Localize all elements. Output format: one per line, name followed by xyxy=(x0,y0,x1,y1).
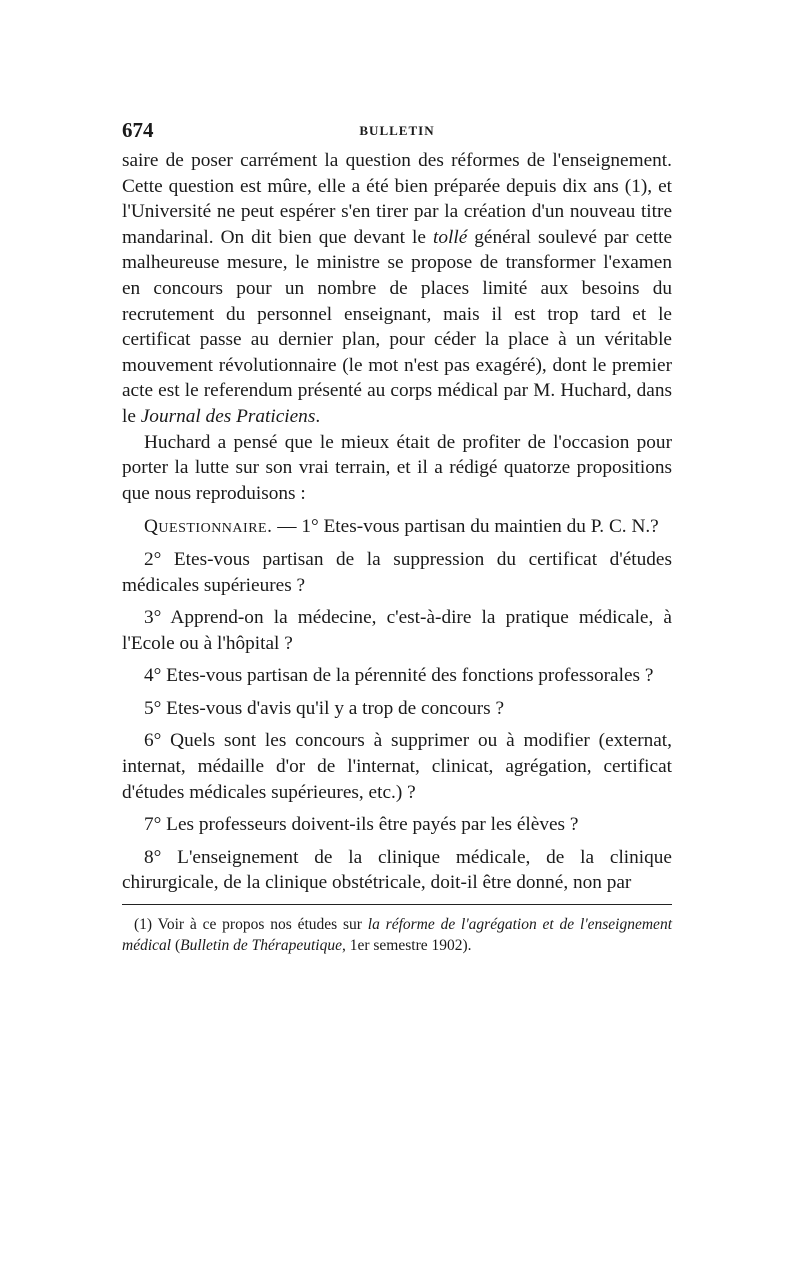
footnote-divider xyxy=(122,904,672,905)
paragraph-1-text-b: général soulevé par cette malheureuse mesure, le ministre se propose de transformer l'examen en concours pour un nombre de places limité aux besoins du recrutement du personnel enseignant, mais il est trop tard et le certificat passe au dernier plan, pour céder la place à un véritable mouvement révolutionnaire (le mot n'est pas exagéré), dont le premier acte est le referendum présenté au corps médical par M. Huchard, dans le xyxy=(122,226,672,427)
questionnaire-item-2: 2° Etes-vous partisan de la suppression du certificat d'études médicales supérieures ? xyxy=(122,548,672,596)
footnote-text xyxy=(122,914,672,956)
footnote-middle: ( xyxy=(171,937,181,954)
questionnaire-item-5: 5° Etes-vous d'avis qu'il y a trop de concours ? xyxy=(144,697,505,719)
running-title: BULLETIN xyxy=(359,123,435,138)
paragraph-2: Huchard a pensé que le mieux était de profiter de l'occasion pour porter la lutte sur son vrai terrain, et il a rédigé quatorze propositions que nous reproduisons : xyxy=(122,431,672,504)
footnote-suffix: , 1er semestre 1902). xyxy=(341,937,472,954)
questionnaire-item-text: — 1° Etes-vous partisan du maintien du P. C. N.? xyxy=(277,516,659,538)
paragraph-1-tolle: tollé xyxy=(432,226,468,248)
body-text xyxy=(122,148,672,896)
paragraph-1-journal: Journal des Praticiens xyxy=(140,405,316,427)
paragraph-1-text-a: saire de poser carrément la question des réformes de l'enseignement. Cette question est mûre, elle a été bien préparée depuis dix ans (1), et l'Université ne peut espérer s'en tirer par la création d'un nouveau titre mandarinal. On dit bien que devant le xyxy=(122,150,672,248)
questionnaire-item-1 xyxy=(122,514,672,540)
questionnaire-item-3: 3° Apprend-on la médecine, c'est-à-dire la pratique médicale, à l'Ecole ou à l'hôpital ? xyxy=(122,607,672,654)
questionnaire-heading: Questionnaire. xyxy=(144,516,273,538)
paragraph-1-end: . xyxy=(315,405,321,427)
questionnaire-item-4: 4° Etes-vous partisan de la pérennité des fonctions professorales ? xyxy=(144,665,654,687)
questionnaire-item-6: 6° Quels sont les concours à supprimer ou à modifier (externat, internat, médaille d'or de l'internat, clinicat, agrégation, certificat d'études médicales supérieures, etc.) ? xyxy=(122,730,672,803)
book-page xyxy=(122,114,672,954)
questionnaire-item-8: 8° L'enseignement de la clinique médicale, de la clinique chirurgicale, de la clinique obstétricale, doit-il être donné, non par xyxy=(122,846,672,894)
footnote-title: la réforme de l'agrégation et de l'enseignement médical xyxy=(122,916,672,954)
questionnaire-item-7: 7° Les professeurs doivent-ils être payés par les élèves ? xyxy=(144,814,579,836)
page-header xyxy=(122,114,672,148)
page-number: 674 xyxy=(122,118,154,142)
paragraph-1 xyxy=(122,148,672,430)
footnote xyxy=(122,914,672,956)
footnote-bulletin: Bulletin de Thérapeutique xyxy=(180,937,342,954)
footnote-prefix: (1) Voir à ce propos nos études sur xyxy=(134,916,368,933)
